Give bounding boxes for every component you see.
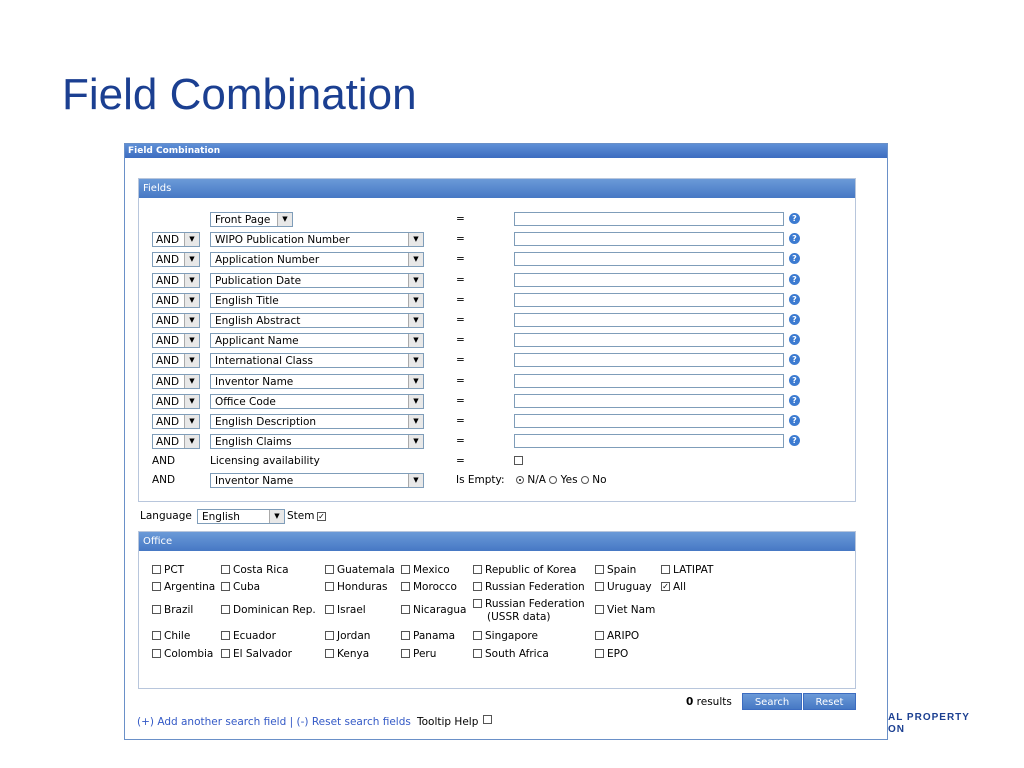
field-value-input[interactable] (514, 212, 784, 226)
office-label: LATIPAT (673, 564, 714, 576)
office-checkbox[interactable] (152, 582, 161, 591)
field-value: English Abstract (215, 315, 301, 327)
office-checkbox[interactable] (221, 631, 230, 640)
office-item[interactable] (661, 564, 713, 577)
operator-select[interactable] (152, 313, 200, 328)
office-item[interactable] (152, 630, 190, 643)
help-icon[interactable]: ? (789, 435, 800, 446)
field-select[interactable] (210, 333, 424, 348)
reset-button[interactable]: Reset (803, 693, 856, 710)
office-item[interactable] (473, 598, 585, 624)
operator-select[interactable] (152, 374, 200, 389)
office-item[interactable] (221, 630, 276, 643)
chevron-down-icon: ▼ (277, 213, 292, 226)
office-checkbox[interactable] (325, 605, 334, 614)
office-checkbox[interactable] (325, 582, 334, 591)
office-label: Viet Nam (607, 604, 656, 616)
chevron-down-icon: ▼ (408, 435, 423, 448)
equals-sign: = (456, 374, 465, 387)
office-label-2: (USSR data) (487, 611, 551, 623)
operator-select[interactable] (152, 394, 200, 409)
office-label: EPO (607, 648, 629, 660)
equals-sign: = (456, 314, 465, 326)
office-checkbox[interactable]: ✓ (662, 581, 669, 591)
office-checkbox[interactable] (595, 582, 604, 591)
language-label: Language (140, 510, 192, 522)
field-select[interactable] (210, 273, 424, 288)
office-item[interactable] (473, 648, 549, 661)
radio-na[interactable] (516, 476, 524, 484)
field-select[interactable] (210, 313, 424, 328)
field-select[interactable] (210, 414, 424, 429)
office-label: Morocco (413, 581, 457, 593)
search-button[interactable]: Search (742, 693, 802, 710)
office-checkbox[interactable] (401, 605, 410, 614)
operator-value: AND (156, 416, 180, 428)
office-checkbox[interactable] (325, 649, 334, 658)
licensing-operator: AND (152, 455, 176, 467)
help-icon[interactable]: ? (789, 354, 800, 365)
field-select[interactable] (210, 353, 424, 368)
chevron-down-icon: ▼ (184, 395, 199, 408)
office-item[interactable] (221, 564, 289, 577)
office-item[interactable] (325, 564, 395, 577)
operator-value: AND (156, 335, 180, 348)
office-checkbox[interactable] (401, 582, 410, 591)
operator-value: AND (156, 355, 180, 368)
field-select[interactable] (210, 232, 424, 247)
office-label: Dominican Rep. (233, 604, 316, 616)
office-label: Russian Federation (485, 598, 585, 610)
office-checkbox[interactable] (325, 631, 334, 640)
office-item[interactable] (325, 581, 388, 594)
field-value: English Claims (215, 436, 292, 449)
office-item[interactable] (401, 581, 457, 594)
office-item[interactable] (595, 581, 652, 594)
equals-sign: = (456, 354, 465, 367)
office-label: Colombia (164, 648, 214, 660)
office-checkbox[interactable] (473, 631, 482, 640)
office-item[interactable] (401, 630, 455, 643)
field-value: WIPO Publication Number (215, 234, 350, 247)
field-value-input[interactable] (514, 394, 784, 408)
equals-sign: = (456, 293, 465, 306)
office-label: Ecuador (233, 630, 276, 642)
office-item[interactable] (325, 604, 366, 617)
office-label: Brazil (164, 604, 194, 616)
radio-yes-label: Yes (560, 474, 578, 486)
equals-sign: = (456, 415, 465, 427)
chevron-down-icon: ▼ (184, 435, 199, 448)
office-label: Costa Rica (233, 564, 289, 576)
equals-sign: = (456, 334, 465, 347)
link-separator: | (289, 716, 294, 728)
reset-search-fields-link[interactable]: (-) Reset search fields (296, 716, 411, 728)
help-icon[interactable]: ? (789, 415, 800, 426)
help-icon[interactable]: ? (789, 314, 800, 325)
add-search-field-link[interactable]: (+) Add another search field (137, 716, 287, 728)
empty-row-field-select[interactable] (210, 473, 424, 488)
field-value: Office Code (215, 395, 276, 408)
office-item[interactable] (221, 648, 292, 661)
office-item[interactable] (595, 648, 628, 661)
operator-value: AND (156, 395, 180, 408)
field-value: Application Number (215, 254, 320, 267)
field-value-input[interactable] (514, 273, 784, 287)
chevron-down-icon: ▼ (408, 415, 423, 428)
field-select[interactable] (210, 394, 424, 409)
chevron-down-icon: ▼ (184, 274, 199, 287)
operator-value: AND (156, 234, 180, 247)
office-label: Uruguay (607, 581, 652, 593)
operator-value: AND (156, 294, 180, 307)
field-value-input[interactable] (514, 252, 784, 266)
office-item[interactable] (661, 581, 686, 594)
language-select[interactable] (197, 509, 285, 524)
office-item[interactable] (401, 604, 466, 617)
stem-checkbox[interactable]: ✓ (318, 512, 325, 521)
office-label: ARIPO (607, 630, 640, 642)
field-value: Applicant Name (215, 335, 299, 348)
help-icon[interactable]: ? (789, 334, 800, 345)
office-checkbox[interactable] (473, 599, 482, 608)
help-icon[interactable]: ? (789, 253, 800, 264)
office-panel-header: Office (139, 532, 855, 551)
logo-line-1: AL PROPERTY (888, 712, 970, 723)
field-value-input[interactable] (514, 232, 784, 246)
office-checkbox[interactable] (473, 582, 482, 591)
office-label: Republic of Korea (485, 564, 577, 576)
empty-row-field-value: Inventor Name (215, 475, 294, 487)
office-item[interactable] (221, 604, 316, 617)
office-item[interactable] (473, 630, 538, 643)
equals-sign: = (456, 233, 465, 246)
office-checkbox[interactable] (401, 565, 410, 574)
office-checkbox[interactable] (221, 605, 230, 614)
help-icon[interactable]: ? (789, 294, 800, 305)
chevron-down-icon: ▼ (408, 233, 423, 246)
chevron-down-icon: ▼ (408, 314, 423, 327)
chevron-down-icon: ▼ (184, 415, 199, 428)
help-icon[interactable]: ? (789, 213, 800, 224)
office-label: Spain (607, 564, 637, 576)
licensing-label: Licensing availability (210, 455, 320, 467)
office-checkbox[interactable] (595, 649, 604, 658)
chevron-down-icon: ▼ (408, 253, 423, 266)
is-empty-options (516, 473, 607, 488)
field-select[interactable] (210, 374, 424, 389)
office-item[interactable] (152, 564, 184, 577)
office-label: South Africa (485, 648, 549, 660)
field-value-input[interactable] (514, 374, 784, 388)
field-value-input[interactable] (514, 293, 784, 307)
field-value: Inventor Name (215, 375, 294, 388)
radio-no[interactable] (581, 476, 589, 484)
operator-select[interactable] (152, 414, 200, 429)
field-value-input[interactable] (514, 414, 784, 428)
office-checkbox[interactable] (401, 631, 410, 640)
operator-select[interactable] (152, 232, 200, 247)
chevron-down-icon: ▼ (184, 334, 199, 347)
field-select[interactable] (210, 293, 424, 308)
field-value-input[interactable] (514, 434, 784, 448)
office-item[interactable] (595, 604, 655, 617)
fields-panel-header: Fields (139, 179, 855, 198)
radio-na-label: N/A (527, 474, 546, 486)
office-checkbox[interactable] (595, 605, 604, 614)
radio-yes[interactable] (549, 476, 557, 484)
office-label: Chile (164, 630, 191, 642)
office-item[interactable] (401, 564, 450, 577)
office-checkbox[interactable] (661, 565, 670, 574)
chevron-down-icon: ▼ (184, 294, 199, 307)
office-label: El Salvador (233, 648, 292, 660)
office-checkbox[interactable] (325, 565, 334, 574)
office-checkbox[interactable] (595, 565, 604, 574)
chevron-down-icon: ▼ (408, 375, 423, 388)
field-select[interactable] (210, 434, 424, 449)
office-item[interactable] (595, 630, 639, 643)
office-checkbox[interactable] (595, 631, 604, 640)
help-icon[interactable]: ? (789, 233, 800, 244)
equals-sign: = (456, 273, 465, 286)
office-label: Russian Federation (485, 581, 585, 593)
operator-select[interactable] (152, 273, 200, 288)
office-label: Guatemala (337, 564, 395, 576)
office-item[interactable] (152, 581, 215, 594)
wipo-logo (888, 712, 970, 736)
operator-value: AND (156, 254, 180, 267)
licensing-checkbox[interactable] (514, 456, 523, 465)
operator-select[interactable] (152, 353, 200, 368)
chevron-down-icon: ▼ (184, 375, 199, 388)
office-label: Argentina (164, 581, 216, 593)
field-value-input[interactable] (514, 353, 784, 367)
equals-sign: = (456, 213, 465, 225)
results-count (686, 695, 732, 710)
licensing-equals: = (456, 455, 465, 467)
slide-title: Field Combination (62, 70, 417, 119)
office-item[interactable] (401, 648, 436, 661)
office-label: Peru (413, 648, 437, 660)
office-checkbox[interactable] (152, 649, 161, 658)
field-value-input[interactable] (514, 333, 784, 347)
logo-line-2: ON (888, 724, 905, 735)
field-value: English Description (215, 416, 317, 428)
equals-sign: = (456, 253, 465, 266)
office-label: Cuba (233, 581, 261, 593)
office-checkbox[interactable] (152, 565, 161, 574)
office-checkbox[interactable] (473, 649, 482, 658)
office-label: Honduras (337, 581, 388, 593)
window-titlebar: Field Combination (125, 144, 887, 158)
office-item[interactable] (152, 648, 213, 661)
equals-sign: = (456, 435, 465, 448)
office-item[interactable] (473, 564, 576, 577)
chevron-down-icon: ▼ (184, 233, 199, 246)
office-checkbox[interactable] (152, 605, 161, 614)
empty-row-operator: AND (152, 474, 176, 486)
is-empty-label: Is Empty: (456, 474, 505, 486)
office-label: PCT (164, 564, 185, 576)
tooltip-help-label: Tooltip Help (417, 716, 479, 728)
operator-select[interactable] (152, 252, 200, 267)
office-label: All (673, 581, 687, 593)
radio-no-label: No (592, 474, 607, 486)
field-value: English Title (215, 294, 279, 307)
help-icon[interactable]: ? (789, 375, 800, 386)
chevron-down-icon: ▼ (408, 474, 423, 487)
office-checkbox[interactable] (152, 631, 161, 640)
office-label: Nicaragua (413, 604, 467, 616)
results-number: 0 (686, 696, 694, 708)
office-label: Panama (413, 630, 456, 642)
chevron-down-icon: ▼ (184, 314, 199, 327)
chevron-down-icon: ▼ (269, 510, 284, 523)
office-label: Mexico (413, 564, 450, 576)
office-item[interactable] (325, 630, 370, 643)
operator-select[interactable] (152, 293, 200, 308)
chevron-down-icon: ▼ (408, 354, 423, 367)
chevron-down-icon: ▼ (408, 334, 423, 347)
office-item[interactable] (152, 604, 193, 617)
office-item[interactable] (595, 564, 636, 577)
field-value-input[interactable] (514, 313, 784, 327)
office-checkbox[interactable] (221, 582, 230, 591)
field-value: International Class (215, 355, 313, 368)
office-checkbox[interactable] (401, 649, 410, 658)
office-label: Singapore (485, 630, 538, 642)
stem-label: Stem (287, 510, 315, 522)
operator-select[interactable] (152, 333, 200, 348)
office-label: Kenya (337, 648, 370, 660)
footer-links (137, 716, 411, 728)
office-checkbox[interactable] (473, 565, 482, 574)
operator-value: AND (156, 315, 180, 327)
language-value: English (202, 511, 240, 523)
chevron-down-icon: ▼ (408, 294, 423, 307)
equals-sign: = (456, 394, 465, 407)
office-label: Jordan (337, 630, 371, 642)
field-value: Publication Date (215, 274, 302, 287)
operator-value: AND (156, 436, 180, 449)
office-checkbox[interactable] (221, 649, 230, 658)
field-select[interactable] (210, 252, 424, 267)
chevron-down-icon: ▼ (408, 274, 423, 287)
field-select[interactable] (210, 212, 293, 227)
office-checkbox[interactable] (221, 565, 230, 574)
help-icon[interactable]: ? (789, 274, 800, 285)
results-label: results (696, 696, 732, 708)
operator-value: AND (156, 274, 180, 287)
office-item[interactable] (221, 581, 260, 594)
help-icon[interactable]: ? (789, 395, 800, 406)
office-item[interactable] (325, 648, 369, 661)
chevron-down-icon: ▼ (184, 253, 199, 266)
tooltip-help-checkbox[interactable] (483, 715, 492, 724)
field-value: Front Page (215, 214, 271, 226)
chevron-down-icon: ▼ (184, 354, 199, 367)
office-label: Israel (337, 604, 366, 616)
office-item[interactable] (473, 581, 585, 594)
chevron-down-icon: ▼ (408, 395, 423, 408)
operator-value: AND (156, 375, 180, 388)
operator-select[interactable] (152, 434, 200, 449)
